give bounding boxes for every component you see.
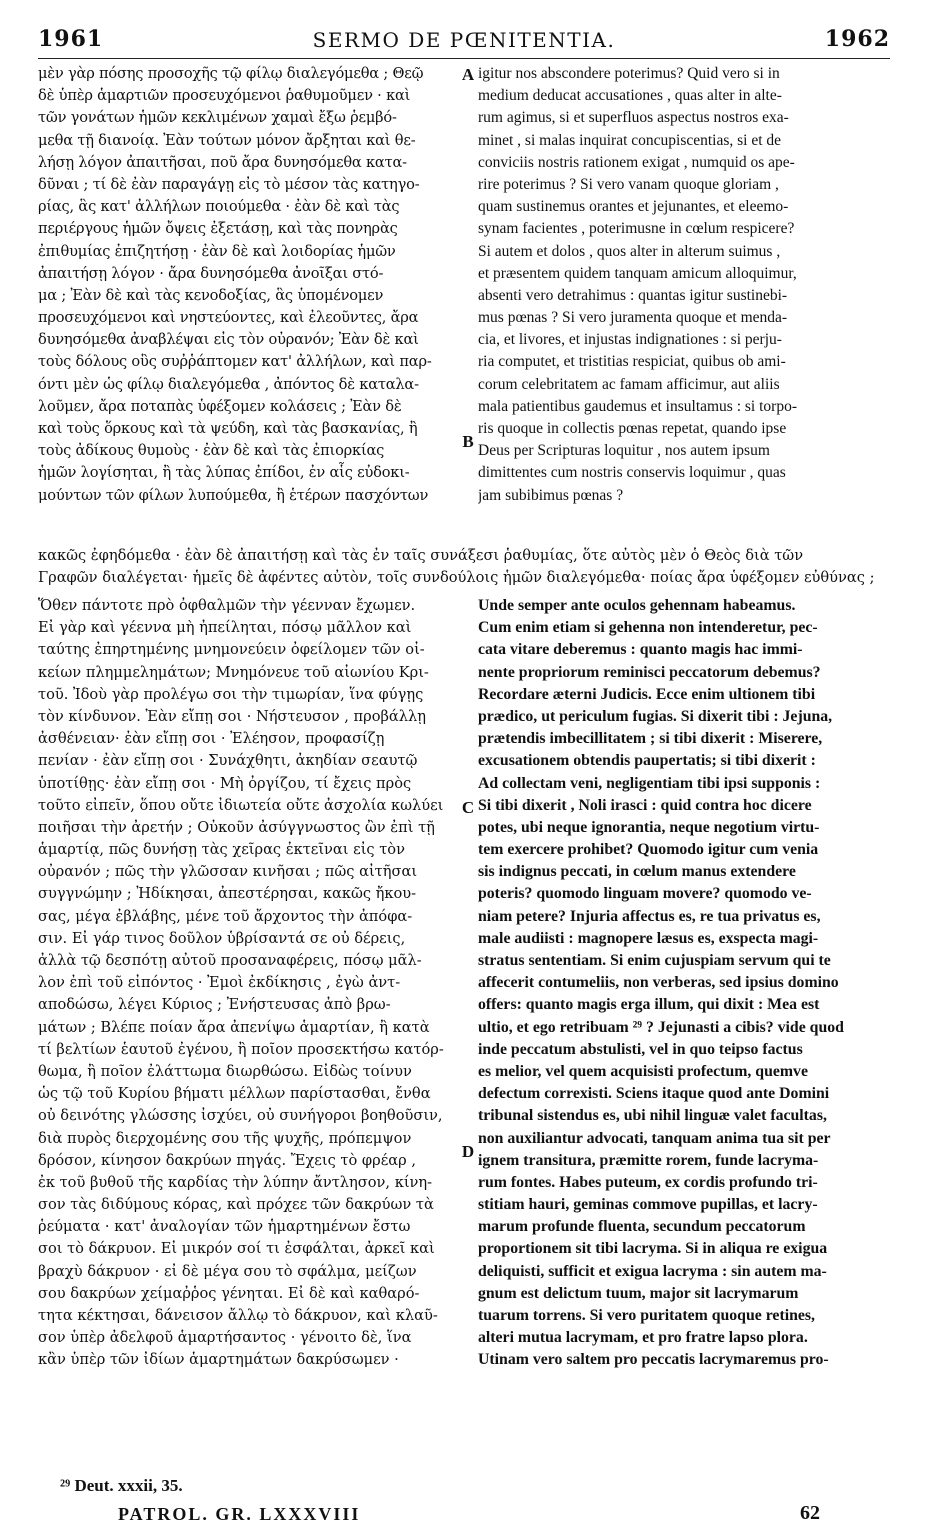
header-rule [38, 58, 890, 59]
text-line: absenti vero detrahimus : quantas igitur sustinebi- [478, 286, 788, 304]
text-line: δὲ ὑπὲρ ἁμαρτιῶν προσευχόμενοι ῥαθυμοῦμεν · καὶ [38, 87, 411, 105]
text-line: ποιῆσαι τὴν ἀρετήν ; Οὐκοῦν ἀσύγγνωστος ὢν ἐπὶ τῇ [38, 818, 435, 836]
text-line: mus pœnas ? Si vero juramenta quoque et menda- [478, 309, 788, 327]
text-line: τητα κέκτησαι, δάνεισον ἄλλῳ τὸ δάκρυον, καὶ κλαῦ- [38, 1307, 438, 1324]
text-line: σιν. Εἰ γάρ τινος δοῦλον ὑβρίσαντά σε οὐ δέρεις, [38, 929, 406, 947]
section-marker-a: A [461, 65, 475, 84]
text-line: poteris? quomodo linguam movere? quomodo ve- [478, 885, 812, 903]
text-line: cia, et livores, et injustas indignationes : si perju- [478, 331, 782, 349]
text-line: Cum enim etiam si gehenna non intenderetur, pec- [478, 619, 818, 637]
text-line: τὸν κίνδυνον. Ἐὰν εἴπῃ σοι · Νήστευσον , προβάλλῃ [38, 707, 427, 725]
full-width-greek-lines [38, 545, 890, 589]
text-line: rire poterimus ? Si vero vanam quoque gloriam , [478, 175, 779, 193]
text-line: ἐκ τοῦ βυθοῦ τῆς καρδίας τὴν λύπην ἄντλησον, κίνη- [38, 1173, 433, 1191]
text-line: Ad collectam veni, negligentiam tibi ipsi supponis : [478, 774, 821, 792]
text-line: affecerit contumeliis, non verberas, sed ipsius domino [478, 974, 839, 992]
text-line: Ὅθεν πάντοτε πρὸ ὀφθαλμῶν τὴν γέενναν ἔχωμεν. [38, 597, 416, 614]
text-line: cata vitare deberemus : quanto magis hac immi- [478, 641, 803, 659]
text-line: minet , si malas inquirat concupiscentias, si et de [478, 131, 782, 149]
text-line: προσευχόμενοι καὶ νηστεύοντες, καὶ ἐλεοῦντες, ἄρα [38, 309, 419, 327]
text-line: marum profunde fluenta, secundum peccatorum [478, 1218, 806, 1236]
text-line: κείων πλημμελημάτων; Μνημόνευε τοῦ αἰωνίου Κρι- [38, 663, 429, 681]
latin-column-bottom [478, 595, 890, 1372]
text-line: synam facientes , poterimusne in cœlum respicere? [478, 220, 795, 238]
text-line: μούντων τῶν φίλων λυπούμεθα, ἢ ἑτέρων πασχόντων [38, 486, 429, 504]
text-line: Γραφῶν διαλέγεται· ἡμεῖς δὲ ἀφέντες αὐτὸν, τοῖς συνδούλοις ἡμῶν διαλεγόμεθα· ποίας ἄρα ὑφέξομεν εὐθύνας ; [38, 569, 875, 587]
page-header [38, 26, 890, 56]
text-line: Deus per Scripturas loquitur , nos autem ipsum [478, 442, 770, 460]
text-line: ὑποτίθῃς· ἐὰν εἴπῃ σοι · Μὴ ὀργίζου, τί ἔχεις πρὸς [38, 774, 412, 792]
text-line: ἀλλὰ τῷ δεσπότῃ αὐτοῦ προσαναφέρεις, πόσῳ μᾶλ- [38, 952, 422, 969]
text-line: οὐ δεινότης γλώσσης ἰσχύει, οὐ συνήγοροι βοηθοῦσιν, [38, 1107, 443, 1125]
text-line: μὲν γὰρ πόσης προσοχῆς τῷ φίλῳ διαλεγόμεθα ; Θεῷ [38, 65, 424, 82]
section-marker-b: B [462, 432, 474, 451]
text-line: όντι μὲν ὡς φίλῳ διαλεγόμεθα , ἀπόντος δὲ καταλα- [38, 375, 419, 393]
greek-column-top [38, 63, 458, 507]
text-line: βραχὺ δάκρυον · εἰ δὲ μέγα σου τὸ σφάλμα, μείζων [38, 1262, 417, 1280]
text-line: τῶν γονάτων ἡμῶν κεκλιμένων χαμαὶ ἔξω ῥεμβό- [38, 109, 397, 127]
text-line: Si tibi dixerit , Noli irasci : quid contra hoc dicere [478, 796, 812, 814]
text-line: περιέργους ἡμῶν ὄψεις ἐξετάσῃ, καὶ τὰς πονηρὰς [38, 220, 398, 238]
text-line: λήσῃ λόγον ἀπαιτῆσαι, ποῦ ἄρα δυνησόμεθα κατα- [38, 153, 407, 171]
section-marker-d: D [461, 1142, 475, 1161]
text-line: nente propriorum reminisci peccatorum debemus? [478, 663, 821, 681]
text-line: ignem transitura, præmitte rorem, funde lacryma- [478, 1151, 819, 1169]
text-line: tuarum torrens. Si vero puritatem quoque retines, [478, 1307, 815, 1324]
text-line: κἂν ὑπὲρ τῶν ἰδίων ἁμαρτημάτων δακρύσωμεν · [38, 1351, 399, 1369]
text-line: σας, μέγα ἐβλάβης, μένε τοῦ ἄρχοντος τὴν ἀπόφα- [38, 907, 413, 925]
text-line: σον ὑπὲρ ἀδελφοῦ ἁμαρτήσαντος · γένοιτο δὲ, ἵνα [38, 1329, 412, 1347]
text-line: potes, ubi neque ignorantia, neque negotium virtu- [478, 818, 820, 836]
text-line: medium deducat accusationes , quas alter in alte- [478, 87, 782, 105]
text-line: οὐρανόν ; πῶς τὴν γλῶσσαν κινῆσαι ; πῶς αἰτῆσαι [38, 863, 418, 881]
text-line: dimittentes cum nostris conservis loquimur , quas [478, 464, 786, 482]
text-line: proportionem sit tibi lacryma. Si in aliqua re exigua [478, 1240, 828, 1258]
text-line: πενίαν · ἐὰν εἴπῃ σοι · Συνάχθητι, ἀκηδίαν σεαυτῷ [38, 752, 418, 770]
text-line: Si autem et dolos , quos alter in alterum suimus , [478, 242, 781, 260]
text-line: prætendis imbecillitatem ; si tibi dixerit : Miserere, [478, 730, 823, 748]
text-line: καὶ τοὺς ὅρκους καὶ τὰ ψεύδη, καὶ τὰς βασκανίας, ἢ [38, 420, 418, 437]
text-line: τοὺς ἀδίκους θυμοὺς · ἐὰν δὲ καὶ τὰς ἐπιορκίας [38, 442, 385, 460]
text-line: niam petere? Injuria affectus es, re tua privatus es, [478, 907, 821, 925]
text-line: δρόσον, κίνησον δακρύων πηγάς. Ἔχεις τὸ φρέαρ , [38, 1151, 416, 1169]
text-line: es melior, vel quem acquisisti profectum, quemve [478, 1062, 808, 1080]
text-line: ρίας, ἃς κατ' ἀλλήλων ποιούμεθα · ἐὰν δὲ καὶ τὰς [38, 198, 400, 216]
text-line: jam subibimus pœnas ? [478, 486, 624, 504]
text-line: ταύτης ἐπηρτημένης μνημονεύειν ὀφείλομεν τῶν οἰ- [38, 641, 425, 659]
text-line: ris quoque in collectis pœnas repetat, quando ipse [478, 420, 787, 437]
text-line: λοῦμεν, ἄρα ποταπὰς ὑφέξομεν κολάσεις ; Ἐὰν δὲ [38, 397, 402, 415]
text-line: alteri mutua lacrymam, et pro fratre lapso plora. [478, 1329, 808, 1347]
text-line: κακῶς ἐφηδόμεθα · ἐὰν δὲ ἀπαιτήσῃ καὶ τὰς ἐν ταῖς συνάξεσι ῥαθυμίας, ὅτε αὐτὸς μὲν ὁ Θεὸς διὰ τῶν [38, 547, 804, 564]
text-line: Utinam vero saltem pro peccatis lacrymaremus pro- [478, 1351, 829, 1369]
text-line: excusationem obtendis paupertatis; si tibi dixerit : [478, 752, 816, 770]
footnote: ²⁹ Deut. xxxii, 35. [60, 1476, 183, 1495]
text-line: rum fontes. Habes puteum, ex cordis profundo tri- [478, 1173, 818, 1191]
text-line: λον ἐπὶ τοῦ εἰπόντος · Ἐμοὶ ἐκδίκησις , ἐγὼ ἀντ- [38, 974, 401, 992]
text-line: mala patientibus gaudemus et insultamus : si torpo- [478, 397, 797, 415]
text-line: Εἰ γὰρ καὶ γέεννα μὴ ἠπείληται, πόσῳ μᾶλλον καὶ [38, 619, 412, 637]
text-line: μεθα τῇ διανοίᾳ. Ἐὰν τούτων μόνον ἄρξηται καὶ θε- [38, 131, 416, 149]
text-line: σοι τὸ δάκρυον. Εἰ μικρόν σοί τι ἐσφάλται, ἀρκεῖ καὶ [38, 1240, 435, 1258]
text-line: θωμα, ἢ ποῖον ἐλάττωμα διωρθώσω. Εἰδὼς τοίνυν [38, 1062, 412, 1080]
greek-column-bottom [38, 595, 458, 1372]
text-line: et præsentem quidem tanquam amicum alloquimur, [478, 264, 797, 282]
text-line: igitur nos abscondere poterimus? Quid vero si in [478, 65, 780, 82]
text-line: quam sustinemus orantes et jejunantes, et eleemo- [478, 198, 789, 216]
text-line: ῥεύματα · κατ' ἀναλογίαν τῶν ἡμαρτημένων ἔστω [38, 1218, 411, 1236]
text-line: ἡμῶν λογίσηται, ἢ τὰς λύπας ἐπίδοι, ἐν αἷς εὐδοκι- [38, 464, 410, 482]
gathering-signature: 62 [800, 1502, 820, 1524]
section-marker-c: C [461, 798, 475, 817]
text-line: δῦναι ; τί δὲ ἐὰν παραγάγῃ εἰς τὸ μέσον τὰς κατηγο- [38, 175, 420, 193]
text-line: offers: quanto magis erga illum, qui dixit : Mea est [478, 996, 820, 1014]
text-line: αποδώσω, λέγει Κύριος ; Ἐνήστευσας ἀπὸ βρω- [38, 996, 391, 1014]
text-line: διὰ πυρὸς διερχομένης σου τῆς ψυχῆς, πρόπεμψον [38, 1129, 412, 1147]
text-line: τοὺς δόλους οὓς συῤῥάπτομεν κατ' ἀλλήλων, καὶ παρ- [38, 353, 432, 371]
volume-signature: PATROL. GR. LXXXVIII [118, 1504, 361, 1524]
text-line: stitiam hauri, geminas commove pupillas, et lacry- [478, 1196, 818, 1214]
text-line: ἀσθένειαν· ἐὰν εἴπῃ σοι · Ἐλέησον, προφασίζῃ [38, 730, 385, 748]
text-line: τοῦ. Ἰδοὺ γὰρ προλέγω σοι τὴν τιμωρίαν, ἵνα φύγῃς [38, 685, 424, 703]
text-line: σον τὰς διδύμους κόρας, καὶ πρόχεε τῶν δακρύων τὰ [38, 1196, 434, 1214]
text-line: Recordare æterni Judicis. Ecce enim ultionem tibi [478, 685, 816, 703]
text-line: τοῦτο εἰπεῖν, ὅπου οὔτε ἰδιωτεία οὔτε ἀσχολία κωλύει [38, 796, 444, 814]
text-line: prædico, ut periculum fugias. Si dixerit tibi : Jejuna, [478, 707, 833, 725]
text-line: ria computet, et tristitias respiciat, quibus ob ami- [478, 353, 786, 371]
running-title: SERMO DE PŒNITENTIA. [312, 28, 616, 52]
text-line: ὡς τῷ τοῦ Κυρίου βήματι μέλλων παρίστασθαι, ἔνθα [38, 1085, 431, 1103]
text-line: stratus sententiam. Si enim cujuspiam servum qui te [478, 952, 831, 969]
text-line: defectum correxisti. Sciens itaque quod ante Domini [478, 1085, 830, 1103]
text-line: sis indignus peccati, in cœlum manus extendere [478, 863, 796, 881]
text-line: δυνησόμεθα ἀναβλέψαι εἰς τὸν οὐρανόν; Ἐὰν δὲ καὶ [38, 331, 419, 349]
text-line: inde peccatum abstulisti, vel in quo teipso factus [478, 1040, 803, 1058]
text-line: Unde semper ante oculos gehennam habeamus. [478, 597, 796, 614]
text-line: σου δακρύων χείμαῤῥος γένηται. Εἰ δὲ καὶ καθαρό- [38, 1284, 420, 1302]
text-line: non auxiliantur advocati, tanquam anima tua sit per [478, 1129, 831, 1147]
page-number-left: 1961 [38, 26, 104, 52]
text-line: deliquisti, sufficit et exigua lacryma : sin autem ma- [478, 1262, 827, 1280]
page-number-right: 1962 [824, 26, 890, 52]
text-line: male audiisti : magnopere læsus es, exspecta magi- [478, 929, 819, 947]
text-line: conviciis nostris rationem exigat , numquid os ape- [478, 153, 795, 171]
text-line: μάτων ; Βλέπε ποίαν ἄρα ἀπενίψω ἁμαρτίαν, ἢ κατὰ [38, 1018, 430, 1036]
text-line: corum celebritatem ac famam afficimur, aut aliis [478, 375, 780, 393]
latin-column-top [478, 63, 890, 507]
text-line: tribunal sistendus es, ubi nihil linguæ valet facultas, [478, 1107, 827, 1125]
text-line: ἀπαιτήσῃ λόγον · ἄρα δυνησόμεθα ἀνοῖξαι στό- [38, 264, 384, 282]
text-line: rum agimus, si et superfluos aspectus nostros exa- [478, 109, 789, 127]
text-line: συγγνώμην ; Ἠδίκησαι, ἀπεστέρησαι, κακῶς ἤκου- [38, 885, 417, 903]
text-line: ultio, et ego retribuam ²⁹ ? Jejunasti a cibis? vide quod [478, 1018, 844, 1036]
text-line: ἁμαρτίᾳ, πῶς δυνήσῃ τὰς χεῖρας ἐκτεῖναι εἰς τὸν [38, 841, 405, 859]
text-line: μα ; Ἐὰν δὲ καὶ τὰς κενοδοξίας, ἃς ὑπομένομεν [38, 286, 384, 304]
text-line: τί βελτίων ἑαυτοῦ ἐγένου, ἢ ποῖον προσεκτήσω κατόρ- [38, 1040, 444, 1058]
text-line: tem exercere prohibet? Quomodo igitur cum venia [478, 841, 819, 859]
text-line: ἐπιθυμίας ἐπιζητήσῃ · ἐὰν δὲ καὶ λοιδορίας ἡμῶν [38, 242, 396, 260]
text-line: gnum est delictum tuum, major sit lacrymarum [478, 1284, 799, 1302]
